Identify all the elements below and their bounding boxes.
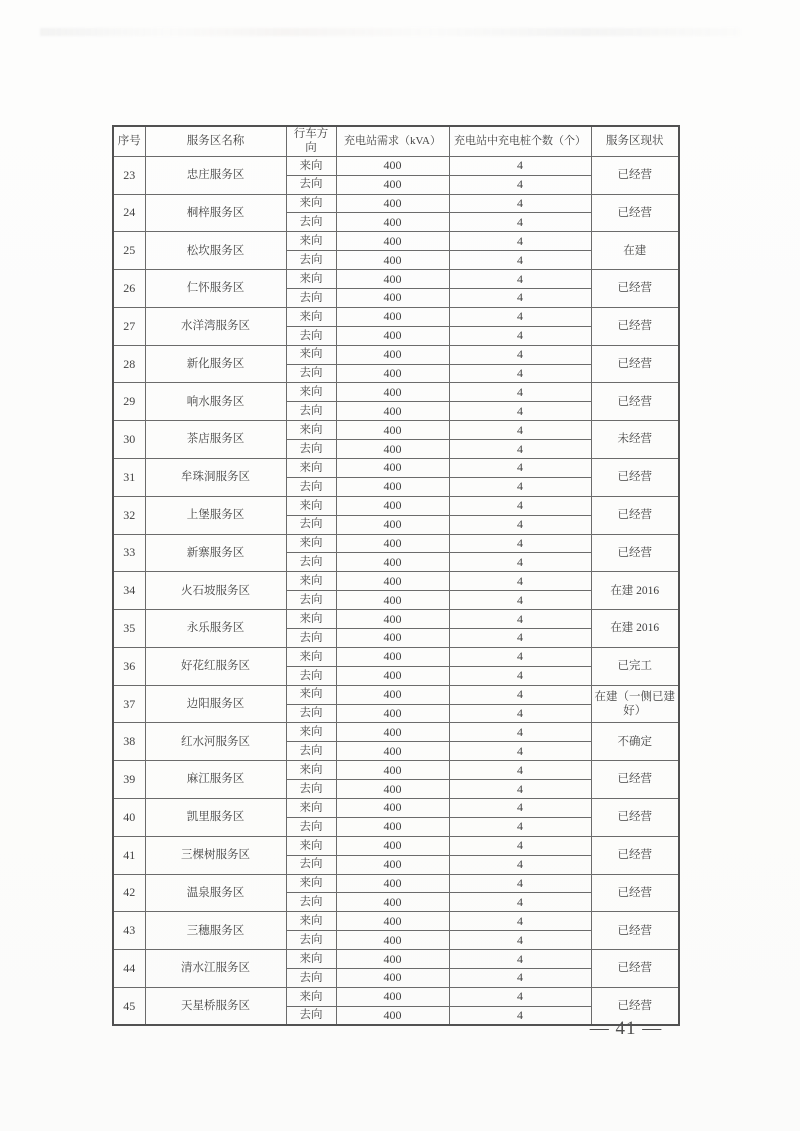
- direction-cell: 来向: [286, 647, 336, 666]
- table-row: [113, 534, 679, 553]
- table-row: [113, 761, 679, 780]
- row-number-cell: 39: [113, 761, 145, 799]
- direction-cell: 来向: [286, 307, 336, 326]
- row-number-cell: 45: [113, 987, 145, 1025]
- direction-cell: 去向: [286, 553, 336, 572]
- row-number-cell: 43: [113, 912, 145, 950]
- demand-cell: 400: [336, 761, 449, 780]
- piles-cell: 4: [449, 440, 591, 459]
- table-row: [113, 307, 679, 326]
- row-number-cell: 40: [113, 799, 145, 837]
- service-area-name-cell: 红水河服务区: [145, 723, 286, 761]
- direction-cell: 去向: [286, 817, 336, 836]
- demand-cell: 400: [336, 213, 449, 232]
- direction-cell: 来向: [286, 496, 336, 515]
- row-number-cell: 44: [113, 950, 145, 988]
- demand-cell: 400: [336, 969, 449, 988]
- demand-cell: 400: [336, 610, 449, 629]
- demand-cell: 400: [336, 685, 449, 704]
- page-number: — 41 —: [589, 1018, 663, 1039]
- piles-cell: 4: [449, 553, 591, 572]
- demand-cell: 400: [336, 307, 449, 326]
- table-row: [113, 496, 679, 515]
- demand-cell: 400: [336, 912, 449, 931]
- demand-cell: 400: [336, 987, 449, 1006]
- scan-artifact: [40, 28, 740, 36]
- demand-cell: 400: [336, 572, 449, 591]
- piles-cell: 4: [449, 912, 591, 931]
- piles-cell: 4: [449, 326, 591, 345]
- demand-cell: 400: [336, 534, 449, 553]
- piles-cell: 4: [449, 364, 591, 383]
- direction-cell: 去向: [286, 969, 336, 988]
- piles-cell: 4: [449, 515, 591, 534]
- demand-cell: 400: [336, 175, 449, 194]
- status-cell: 已经营: [591, 345, 679, 383]
- direction-cell: 来向: [286, 534, 336, 553]
- direction-cell: 来向: [286, 987, 336, 1006]
- service-area-name-cell: 清水江服务区: [145, 950, 286, 988]
- direction-cell: 去向: [286, 855, 336, 874]
- demand-cell: 400: [336, 251, 449, 270]
- piles-cell: 4: [449, 799, 591, 818]
- direction-cell: 来向: [286, 194, 336, 213]
- status-cell: 未经营: [591, 421, 679, 459]
- demand-cell: 400: [336, 194, 449, 213]
- row-number-cell: 36: [113, 647, 145, 685]
- piles-cell: 4: [449, 270, 591, 289]
- direction-cell: 去向: [286, 213, 336, 232]
- table-row: [113, 987, 679, 1006]
- service-area-name-cell: 上堡服务区: [145, 496, 286, 534]
- table-row: [113, 723, 679, 742]
- row-number-cell: 25: [113, 232, 145, 270]
- header-station-demand: 充电站需求（kVA）: [336, 126, 449, 156]
- demand-cell: 400: [336, 950, 449, 969]
- piles-cell: 4: [449, 496, 591, 515]
- row-number-cell: 29: [113, 383, 145, 421]
- row-number-cell: 23: [113, 156, 145, 194]
- piles-cell: 4: [449, 1006, 591, 1025]
- piles-cell: 4: [449, 251, 591, 270]
- service-area-name-cell: 松坎服务区: [145, 232, 286, 270]
- table-header-row: [113, 126, 679, 156]
- service-area-name-cell: 凯里服务区: [145, 799, 286, 837]
- demand-cell: 400: [336, 156, 449, 175]
- piles-cell: 4: [449, 855, 591, 874]
- table-row: [113, 799, 679, 818]
- status-cell: 已经营: [591, 383, 679, 421]
- table-row: [113, 836, 679, 855]
- status-cell: 已经营: [591, 459, 679, 497]
- table-row: [113, 685, 679, 704]
- service-area-name-cell: 水洋湾服务区: [145, 307, 286, 345]
- piles-cell: 4: [449, 383, 591, 402]
- demand-cell: 400: [336, 288, 449, 307]
- status-cell: 已经营: [591, 761, 679, 799]
- piles-cell: 4: [449, 534, 591, 553]
- piles-cell: 4: [449, 402, 591, 421]
- table-row: [113, 950, 679, 969]
- piles-cell: 4: [449, 987, 591, 1006]
- demand-cell: 400: [336, 704, 449, 723]
- header-direction: 行车方向: [286, 126, 336, 156]
- demand-cell: 400: [336, 893, 449, 912]
- direction-cell: 去向: [286, 931, 336, 950]
- table-row: [113, 459, 679, 478]
- demand-cell: 400: [336, 440, 449, 459]
- status-cell: 不确定: [591, 723, 679, 761]
- table-header: [113, 126, 679, 156]
- row-number-cell: 28: [113, 345, 145, 383]
- row-number-cell: 30: [113, 421, 145, 459]
- table-row: [113, 572, 679, 591]
- piles-cell: 4: [449, 213, 591, 232]
- direction-cell: 来向: [286, 572, 336, 591]
- direction-cell: 来向: [286, 270, 336, 289]
- service-area-name-cell: 火石坡服务区: [145, 572, 286, 610]
- piles-cell: 4: [449, 591, 591, 610]
- piles-cell: 4: [449, 156, 591, 175]
- direction-cell: 来向: [286, 383, 336, 402]
- demand-cell: 400: [336, 459, 449, 478]
- direction-cell: 去向: [286, 629, 336, 648]
- service-area-name-cell: 新化服务区: [145, 345, 286, 383]
- row-number-cell: 26: [113, 270, 145, 308]
- service-area-name-cell: 温泉服务区: [145, 874, 286, 912]
- piles-cell: 4: [449, 629, 591, 648]
- demand-cell: 400: [336, 817, 449, 836]
- piles-cell: 4: [449, 723, 591, 742]
- direction-cell: 来向: [286, 156, 336, 175]
- status-cell: 已经营: [591, 307, 679, 345]
- demand-cell: 400: [336, 383, 449, 402]
- direction-cell: 去向: [286, 288, 336, 307]
- status-cell: 已经营: [591, 799, 679, 837]
- service-area-name-cell: 三棵树服务区: [145, 836, 286, 874]
- header-current-status: 服务区现状: [591, 126, 679, 156]
- service-area-name-cell: 边阳服务区: [145, 685, 286, 723]
- row-number-cell: 32: [113, 496, 145, 534]
- row-number-cell: 31: [113, 459, 145, 497]
- demand-cell: 400: [336, 270, 449, 289]
- demand-cell: 400: [336, 836, 449, 855]
- piles-cell: 4: [449, 610, 591, 629]
- demand-cell: 400: [336, 1006, 449, 1025]
- demand-cell: 400: [336, 742, 449, 761]
- piles-cell: 4: [449, 307, 591, 326]
- service-area-name-cell: 牟珠洞服务区: [145, 459, 286, 497]
- row-number-cell: 24: [113, 194, 145, 232]
- demand-cell: 400: [336, 874, 449, 893]
- direction-cell: 去向: [286, 591, 336, 610]
- demand-cell: 400: [336, 421, 449, 440]
- piles-cell: 4: [449, 459, 591, 478]
- table-row: [113, 156, 679, 175]
- demand-cell: 400: [336, 780, 449, 799]
- demand-cell: 400: [336, 553, 449, 572]
- status-cell: 已经营: [591, 156, 679, 194]
- status-cell: 在建（一侧已建好）: [591, 685, 679, 723]
- status-cell: 已经营: [591, 496, 679, 534]
- status-cell: 在建 2016: [591, 610, 679, 648]
- status-cell: 已经营: [591, 912, 679, 950]
- demand-cell: 400: [336, 515, 449, 534]
- piles-cell: 4: [449, 780, 591, 799]
- demand-cell: 400: [336, 666, 449, 685]
- direction-cell: 来向: [286, 912, 336, 931]
- service-area-name-cell: 桐梓服务区: [145, 194, 286, 232]
- demand-cell: 400: [336, 326, 449, 345]
- direction-cell: 来向: [286, 685, 336, 704]
- table-row: [113, 270, 679, 289]
- service-area-name-cell: 麻江服务区: [145, 761, 286, 799]
- direction-cell: 去向: [286, 477, 336, 496]
- piles-cell: 4: [449, 194, 591, 213]
- direction-cell: 去向: [286, 893, 336, 912]
- header-pile-count: 充电站中充电桩个数（个）: [449, 126, 591, 156]
- direction-cell: 来向: [286, 345, 336, 364]
- direction-cell: 来向: [286, 950, 336, 969]
- direction-cell: 来向: [286, 723, 336, 742]
- demand-cell: 400: [336, 647, 449, 666]
- direction-cell: 来向: [286, 610, 336, 629]
- table-row: [113, 345, 679, 364]
- demand-cell: 400: [336, 496, 449, 515]
- row-number-cell: 38: [113, 723, 145, 761]
- table-row: [113, 383, 679, 402]
- service-area-name-cell: 天星桥服务区: [145, 987, 286, 1025]
- table-row: [113, 874, 679, 893]
- piles-cell: 4: [449, 874, 591, 893]
- direction-cell: 去向: [286, 704, 336, 723]
- demand-cell: 400: [336, 345, 449, 364]
- direction-cell: 来向: [286, 836, 336, 855]
- direction-cell: 去向: [286, 666, 336, 685]
- status-cell: 已经营: [591, 874, 679, 912]
- table-row: [113, 912, 679, 931]
- direction-cell: 去向: [286, 326, 336, 345]
- direction-cell: 去向: [286, 364, 336, 383]
- piles-cell: 4: [449, 685, 591, 704]
- demand-cell: 400: [336, 931, 449, 950]
- piles-cell: 4: [449, 742, 591, 761]
- piles-cell: 4: [449, 704, 591, 723]
- status-cell: 已经营: [591, 270, 679, 308]
- piles-cell: 4: [449, 817, 591, 836]
- row-number-cell: 27: [113, 307, 145, 345]
- piles-cell: 4: [449, 477, 591, 496]
- service-area-name-cell: 响水服务区: [145, 383, 286, 421]
- direction-cell: 去向: [286, 175, 336, 194]
- service-area-name-cell: 忠庄服务区: [145, 156, 286, 194]
- table-row: [113, 232, 679, 251]
- table-row: [113, 647, 679, 666]
- demand-cell: 400: [336, 855, 449, 874]
- piles-cell: 4: [449, 647, 591, 666]
- demand-cell: 400: [336, 591, 449, 610]
- demand-cell: 400: [336, 723, 449, 742]
- direction-cell: 去向: [286, 780, 336, 799]
- service-area-name-cell: 三穗服务区: [145, 912, 286, 950]
- direction-cell: 来向: [286, 761, 336, 780]
- row-number-cell: 37: [113, 685, 145, 723]
- header-service-area: 服务区名称: [145, 126, 286, 156]
- direction-cell: 来向: [286, 232, 336, 251]
- header-serial-number: 序号: [113, 126, 145, 156]
- direction-cell: 来向: [286, 421, 336, 440]
- status-cell: 已经营: [591, 950, 679, 988]
- direction-cell: 去向: [286, 440, 336, 459]
- service-area-name-cell: 新寨服务区: [145, 534, 286, 572]
- row-number-cell: 35: [113, 610, 145, 648]
- demand-cell: 400: [336, 402, 449, 421]
- piles-cell: 4: [449, 893, 591, 912]
- row-number-cell: 42: [113, 874, 145, 912]
- table-row: [113, 610, 679, 629]
- direction-cell: 去向: [286, 515, 336, 534]
- table-body: [113, 156, 679, 1025]
- piles-cell: 4: [449, 421, 591, 440]
- charging-station-table: [112, 125, 680, 1026]
- status-cell: 已经营: [591, 836, 679, 874]
- status-cell: 已经营: [591, 534, 679, 572]
- table-row: [113, 421, 679, 440]
- direction-cell: 来向: [286, 874, 336, 893]
- direction-cell: 去向: [286, 1006, 336, 1025]
- piles-cell: 4: [449, 931, 591, 950]
- direction-cell: 去向: [286, 742, 336, 761]
- service-area-name-cell: 永乐服务区: [145, 610, 286, 648]
- row-number-cell: 41: [113, 836, 145, 874]
- status-cell: 已完工: [591, 647, 679, 685]
- demand-cell: 400: [336, 799, 449, 818]
- demand-cell: 400: [336, 477, 449, 496]
- piles-cell: 4: [449, 950, 591, 969]
- piles-cell: 4: [449, 232, 591, 251]
- piles-cell: 4: [449, 836, 591, 855]
- piles-cell: 4: [449, 572, 591, 591]
- status-cell: 在建: [591, 232, 679, 270]
- service-area-name-cell: 茶店服务区: [145, 421, 286, 459]
- direction-cell: 去向: [286, 251, 336, 270]
- status-cell: 已经营: [591, 987, 679, 1025]
- direction-cell: 去向: [286, 402, 336, 421]
- row-number-cell: 33: [113, 534, 145, 572]
- piles-cell: 4: [449, 345, 591, 364]
- status-cell: 已经营: [591, 194, 679, 232]
- piles-cell: 4: [449, 761, 591, 780]
- piles-cell: 4: [449, 666, 591, 685]
- service-area-name-cell: 仁怀服务区: [145, 270, 286, 308]
- piles-cell: 4: [449, 288, 591, 307]
- piles-cell: 4: [449, 175, 591, 194]
- direction-cell: 来向: [286, 799, 336, 818]
- demand-cell: 400: [336, 629, 449, 648]
- demand-cell: 400: [336, 232, 449, 251]
- table-row: [113, 194, 679, 213]
- status-cell: 在建 2016: [591, 572, 679, 610]
- row-number-cell: 34: [113, 572, 145, 610]
- service-area-name-cell: 好花红服务区: [145, 647, 286, 685]
- piles-cell: 4: [449, 969, 591, 988]
- direction-cell: 来向: [286, 459, 336, 478]
- demand-cell: 400: [336, 364, 449, 383]
